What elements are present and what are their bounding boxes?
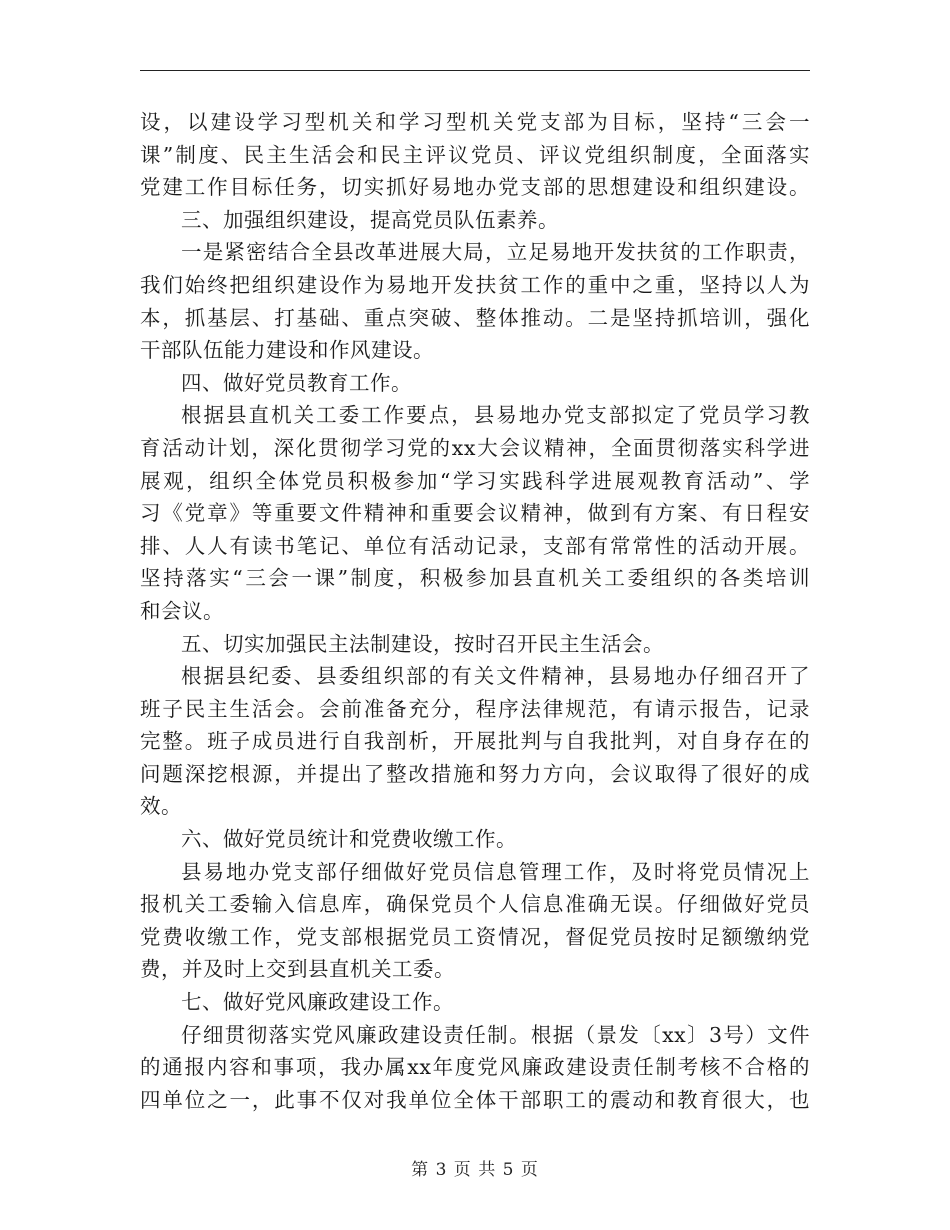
text-line: 根据县直机关工委工作要点，县易地办党支部拟定了党员学习教 (181, 403, 810, 428)
text-line: 报机关工委输入信息库，确保党员个人信息准确无误。仔细做好党员 (140, 892, 810, 917)
text-line: 干部队伍能力建设和作风建设。 (140, 338, 434, 363)
text-line: 七、做好党风廉政建设工作。 (181, 990, 454, 1015)
text-line: 根据县纪委、县委组织部的有关文件精神，县易地办仔细召开了 (181, 664, 810, 689)
text-line: 我们始终把组织建设作为易地开发扶贫工作的重中之重，坚持以人为 (140, 272, 810, 297)
text-line: 六、做好党员统计和党费收缴工作。 (181, 827, 517, 852)
text-line: 课”制度、民主生活会和民主评议党员、评议党组织制度，全面落实 (140, 142, 810, 167)
text-line: 五、切实加强民主法制建设，按时召开民主生活会。 (181, 631, 664, 656)
text-line: 的通报内容和事项，我办属xx年度党风廉政建设责任制考核不合格的 (140, 1055, 810, 1080)
text-line: 完整。班子成员进行自我剖析，开展批判与自我批判，对自身存在的 (140, 729, 810, 754)
text-line: 四、做好党员教育工作。 (181, 370, 412, 395)
text-line: 党费收缴工作，党支部根据党员工资情况，督促党员按时足额缴纳党 (140, 924, 810, 949)
text-line: 本，抓基层、打基础、重点突破、整体推动。二是坚持抓培训，强化 (140, 305, 810, 330)
text-line: 习《党章》等重要文件精神和重要会议精神，做到有方案、有日程安 (140, 501, 810, 526)
text-line: 四单位之一，此事不仅对我单位全体干部职工的震动和教育很大，也 (140, 1087, 810, 1112)
text-line: 三、加强组织建设，提高党员队伍素养。 (181, 207, 559, 232)
text-line: 一是紧密结合全县改革进展大局，立足易地开发扶贫的工作职责， (181, 240, 810, 265)
text-line: 费，并及时上交到县直机关工委。 (140, 957, 455, 982)
text-line: 和会议。 (140, 598, 224, 623)
page-number-footer: 第 3 页 共 5 页 (411, 1160, 539, 1180)
text-line: 育活动计划，深化贯彻学习党的xx大会议精神，全面贯彻落实科学进 (140, 435, 810, 460)
text-line: 展观，组织全体党员积极参加“学习实践科学进展观教育活动”、学 (140, 468, 810, 493)
text-line: 设，以建设学习型机关和学习型机关党支部为目标，坚持“三会一 (140, 110, 810, 134)
document-body (140, 106, 810, 1116)
text-line: 仔细贯彻落实党风廉政建设责任制。根据（景发〔xx〕3号）文件 (181, 1022, 810, 1047)
text-line: 党建工作目标任务，切实抓好易地办党支部的思想建设和组织建设。 (140, 175, 810, 200)
text-line: 县易地办党支部仔细做好党员信息管理工作，及时将党员情况上 (181, 859, 810, 884)
text-line: 坚持落实“三会一课”制度，积极参加县直机关工委组织的各类培训 (140, 566, 810, 591)
text-line: 排、人人有读书笔记、单位有活动记录，支部有常常性的活动开展。 (140, 533, 810, 558)
text-line: 班子民主生活会。会前准备充分，程序法律规范，有请示报告，记录 (140, 696, 810, 721)
header-rule (140, 70, 810, 71)
text-line: 效。 (140, 794, 182, 819)
text-line: 问题深挖根源，并提出了整改措施和努力方向，会议取得了很好的成 (140, 761, 810, 786)
